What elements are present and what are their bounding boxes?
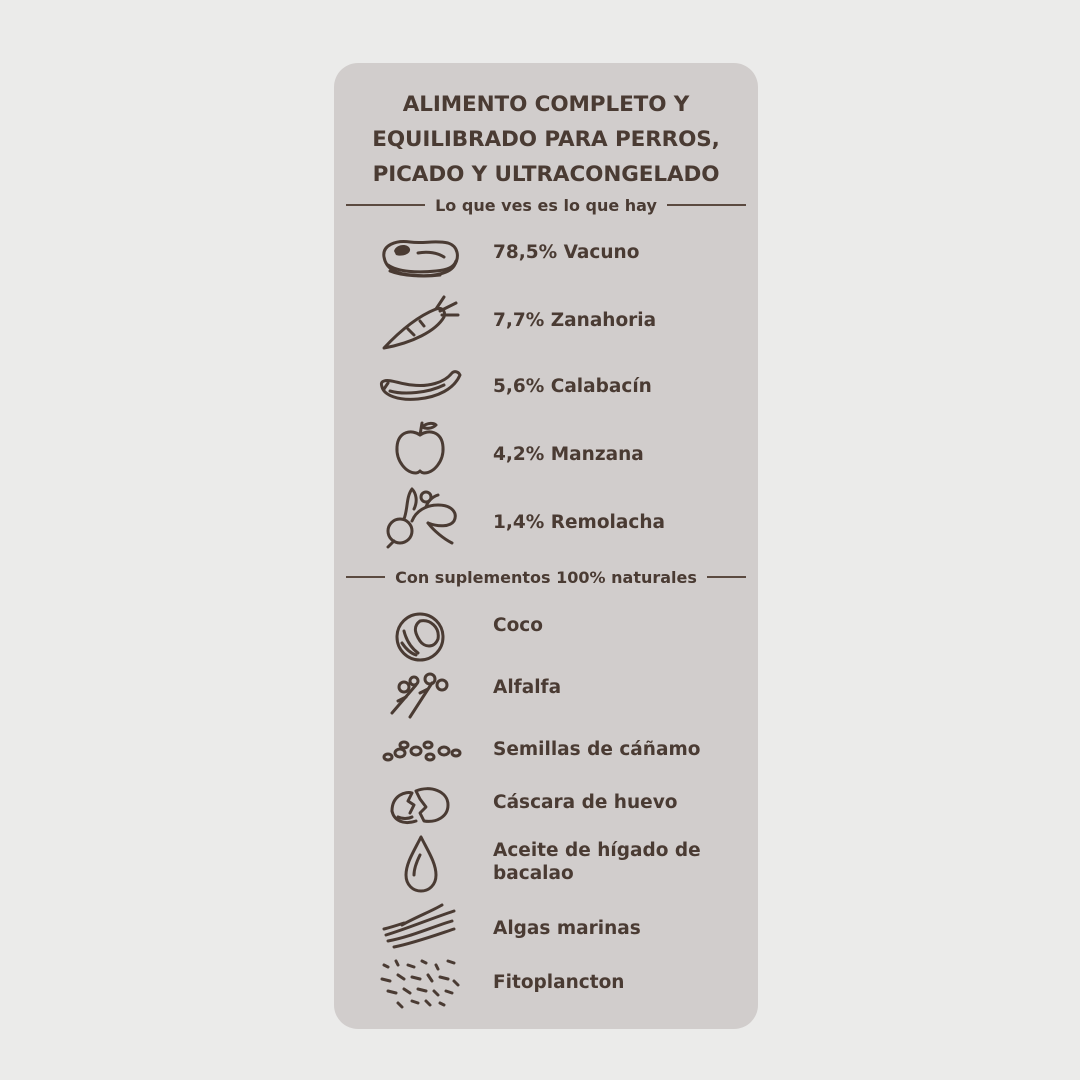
- info-card: [334, 63, 758, 1029]
- title-line: EQUILIBRADO PARA PERROS,: [372, 127, 720, 152]
- phytoplankton-icon: [378, 957, 462, 1011]
- supplement-label: Algas marinas: [493, 918, 641, 939]
- section-divider-ingredients: [346, 193, 746, 217]
- ingredient-row: [334, 419, 758, 477]
- ingredient-row: [334, 293, 758, 353]
- supplement-row: [334, 833, 758, 897]
- divider-line: [707, 576, 746, 578]
- ingredient-label: 4,2% Manzana: [493, 444, 644, 465]
- oil-drop-icon: [400, 833, 442, 895]
- ingredient-label: 78,5% Vacuno: [493, 242, 640, 263]
- seeds-icon: [382, 737, 462, 767]
- alfalfa-icon: [388, 671, 454, 721]
- ingredient-row: [334, 361, 758, 411]
- supplement-row: [334, 901, 758, 953]
- coconut-icon: [390, 611, 450, 663]
- carrot-icon: [378, 293, 462, 353]
- supplement-row: [334, 957, 758, 1011]
- ingredient-row: [334, 231, 758, 281]
- eggshell-icon: [386, 783, 452, 827]
- supplement-label: Coco: [493, 615, 543, 636]
- beet-icon: [382, 483, 462, 549]
- zucchini-icon: [378, 365, 464, 407]
- title-line: PICADO Y ULTRACONGELADO: [372, 162, 720, 187]
- supplement-row: [334, 611, 758, 663]
- ingredient-label: 5,6% Calabacín: [493, 376, 652, 397]
- section-divider-supplements: [346, 565, 746, 589]
- supplement-row: [334, 733, 758, 773]
- divider-line: [346, 576, 385, 578]
- supplement-label: Semillas de cáñamo: [493, 739, 701, 760]
- supplement-label: Aceite de hígado de bacalao: [493, 840, 701, 884]
- ingredient-label: 7,7% Zanahoria: [493, 310, 657, 331]
- supplement-label: Cáscara de huevo: [493, 792, 678, 813]
- supplement-row: [334, 783, 758, 829]
- supplement-label: Alfalfa: [493, 677, 562, 698]
- ingredient-label: 1,4% Remolacha: [493, 512, 665, 533]
- steak-icon: [378, 235, 462, 281]
- supplement-label: Fitoplancton: [493, 972, 625, 993]
- title-line: ALIMENTO COMPLETO Y: [402, 92, 690, 117]
- seaweed-icon: [382, 901, 458, 951]
- ingredient-row: [334, 483, 758, 549]
- section-title-supplements: Con suplementos 100% naturales: [395, 567, 697, 587]
- supplement-row: [334, 671, 758, 721]
- divider-line: [667, 204, 746, 206]
- divider-line: [346, 204, 425, 206]
- apple-icon: [392, 419, 448, 477]
- section-title-ingredients: Lo que ves es lo que hay: [435, 195, 657, 215]
- product-title: [334, 87, 758, 192]
